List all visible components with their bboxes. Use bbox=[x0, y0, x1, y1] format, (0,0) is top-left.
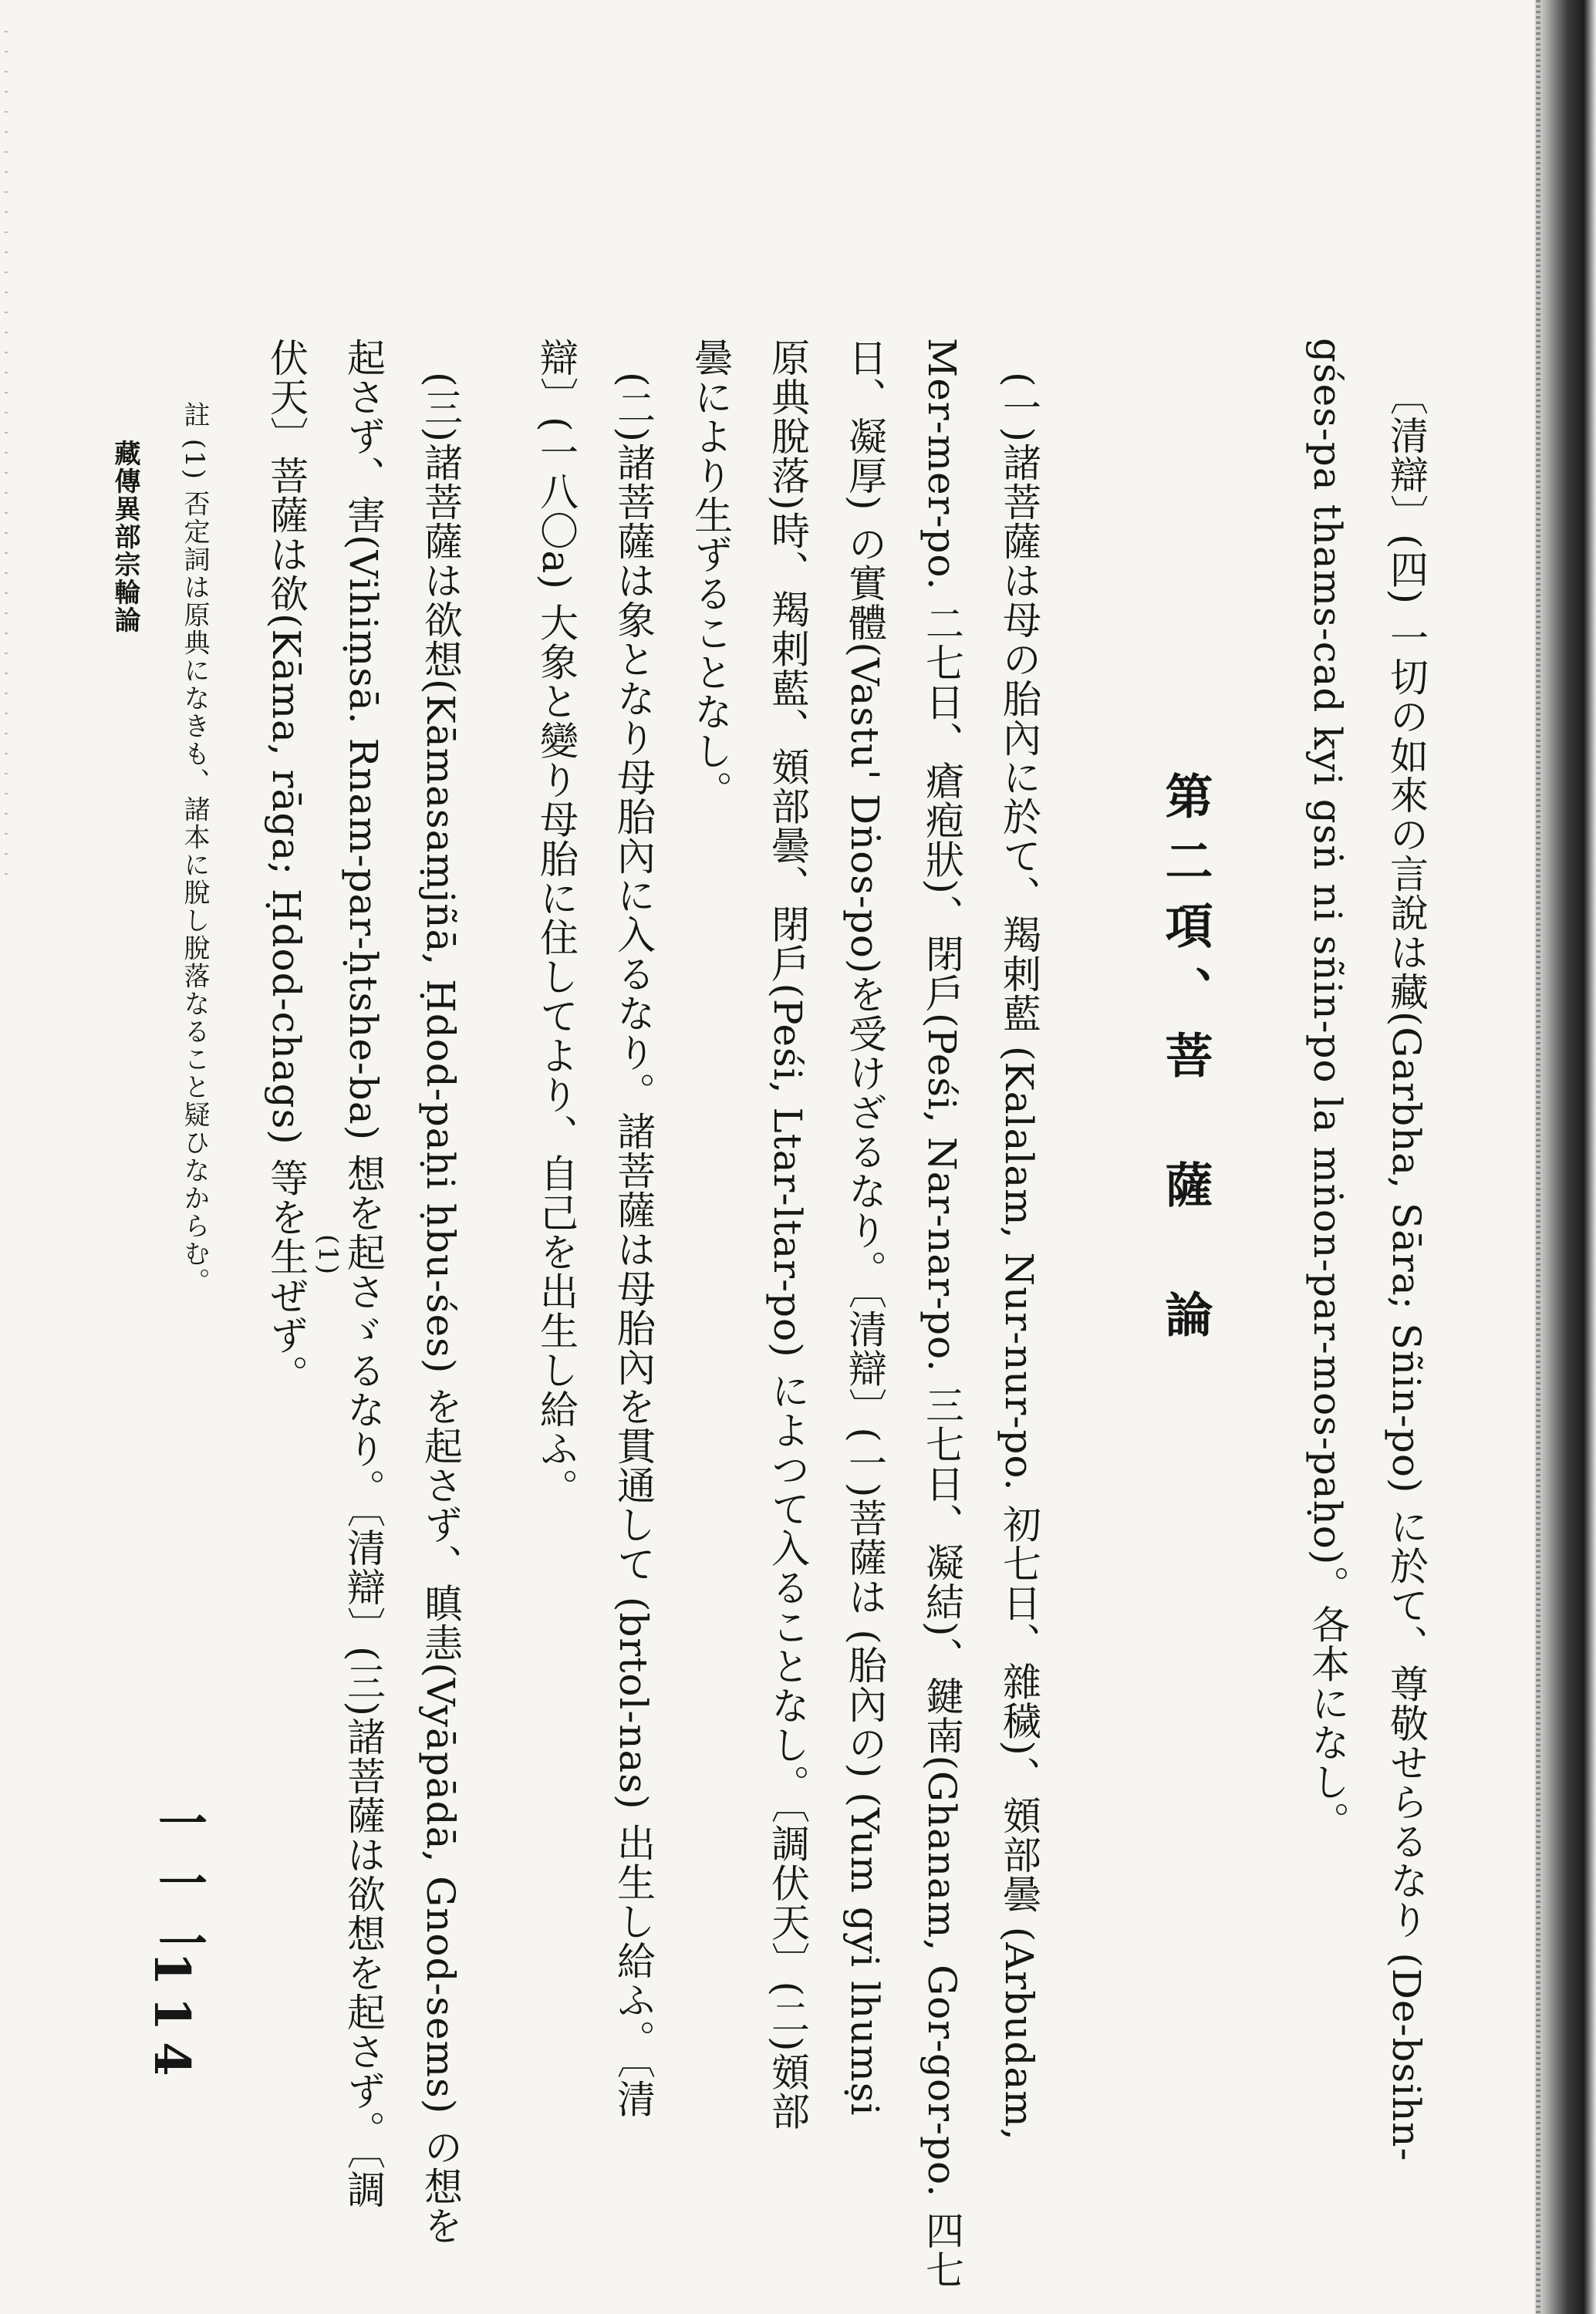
page-number-arabic: 114 bbox=[143, 1951, 201, 2087]
binding-texture bbox=[1536, 0, 1540, 2314]
text-column-1: 〔清辯〕(四) 一切の如來の言說は藏(Garbha, Sāra; Sñin-po) に於て、尊敬せらるなり (De-bsihn- bbox=[1384, 376, 1429, 2162]
text-column-3: (一)諸菩薩は母の胎內に於て、羯剌藍 (Kalalam, Nur-nur-po. 初七日、雜穢)、頞部曇 (Arbudam, bbox=[997, 372, 1041, 2141]
text-column-4: Mer-mer-po. 二七日、瘡疱狀)、閉戶(Peśi, Nar-nar-po. 三七日、凝結)、鍵南(Ghanam, Gor-gor-po. 四七 bbox=[919, 338, 964, 2289]
page-number-kanji: 一一一 bbox=[150, 1797, 208, 1978]
text-column-6: 原典脫落)時、羯剌藍、頞部曇、閉戶(Peśi, Ltar-ltar-po) によつて入ることなし。〔調伏天〕(二)頞部 bbox=[765, 338, 810, 2131]
footnote: 註 (1) 否定詞は原典になきも、諸本に脫し脫落なること疑ひなからむ。 bbox=[179, 401, 210, 1296]
text-column-12: 伏天〕菩薩は欲(Kāma, rāga; Ḥdod-chags) 等を生ぜず。 bbox=[264, 338, 309, 1395]
text-column-5: 日、凝厚) の實體(Vastu' Dṅos-po)を受けざるなり。〔清辯〕(一)菩薩は (胎內の) (Yum gyi lhumṣi bbox=[842, 338, 887, 2117]
text-column-7: 曇により生ずることなし。 bbox=[688, 338, 733, 810]
text-column-10: (三)諸菩薩は欲想(Kāmasaṃjñā, Ḥdod-paḥi ḥbu-śes) を起さず、瞋恚(Vyāpādā, Gnod-sems) の想を bbox=[418, 372, 463, 2246]
scan-specks bbox=[5, 31, 8, 879]
text-column-2: gśes-pa thams-cad kyi gsṅ ni sñin-po la mṅon-par-mos-paḥo)。各本になし。 bbox=[1305, 338, 1350, 1841]
footnote-marker: (1) bbox=[312, 1234, 343, 1277]
text-column-11: 起さず、害(Vihiṃsā. Rnam-par-ḥtshe-ba) 想を起さゞるなり。〔清辯〕(三)諸菩薩は欲想を起さず。〔調 bbox=[341, 338, 386, 2210]
binding-shadow bbox=[1534, 0, 1596, 2314]
section-heading: 第二項、菩 薩 論 bbox=[1157, 771, 1213, 1354]
running-title: 藏傳異部宗輪論 bbox=[110, 440, 140, 634]
text-column-9: 辯〕(一八〇a) 大象と變り母胎に住してより、自己を出生し給ふ。 bbox=[534, 338, 579, 1508]
text-column-8: (二)諸菩薩は象となり母胎內に入るなり。諸菩薩は母胎內を貫通して (brtol-nas) 出生し給ふ。〔清 bbox=[611, 372, 656, 2119]
